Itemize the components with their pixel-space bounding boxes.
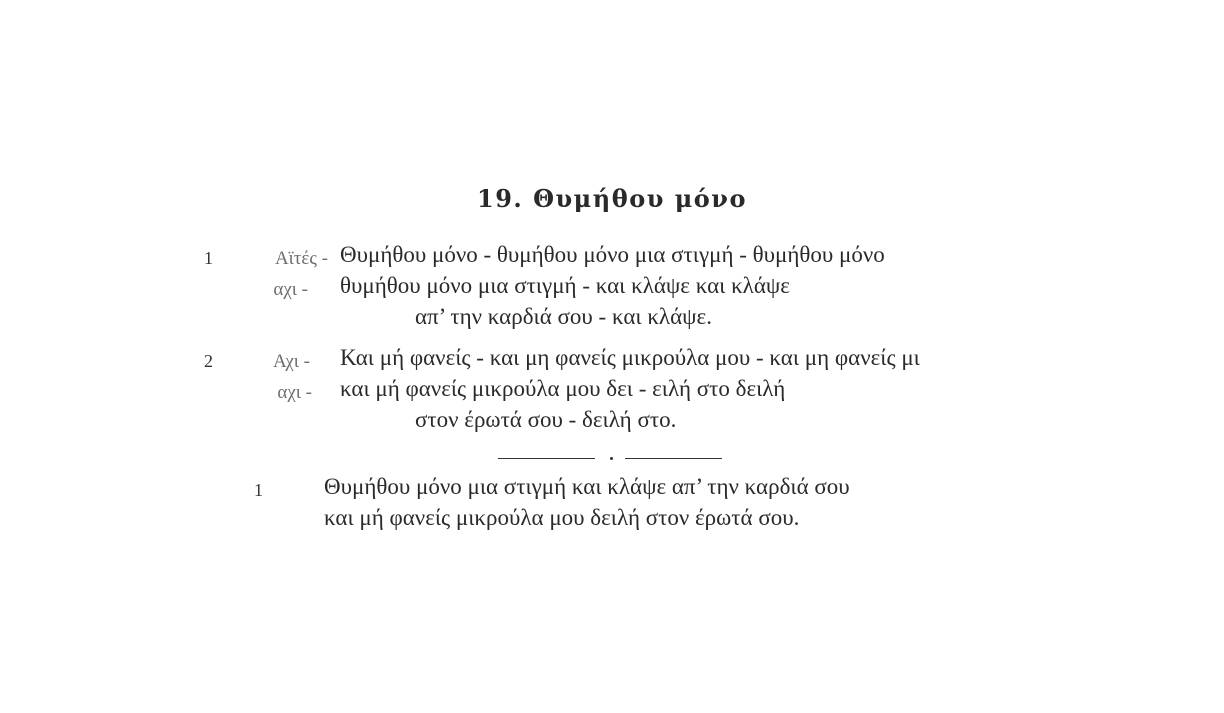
verse-line: Και μή φανείς - και μη φανείς μικρούλα μου - και μη φανείς μι bbox=[340, 345, 920, 370]
stanza-number: 2 bbox=[204, 351, 213, 371]
line-lead: αχι - bbox=[277, 382, 312, 403]
summary-line: και μή φανείς μικρούλα μου δειλή στον έρωτά σου. bbox=[324, 505, 800, 530]
summary-line: Θυμήθου μόνο μια στιγμή και κλάψε απ’ την καρδιά σου bbox=[324, 474, 850, 499]
line-lead: Αχι - bbox=[272, 351, 310, 372]
separator-rule-left bbox=[498, 458, 595, 459]
verse-line: στον έρωτά σου - δειλή στο. bbox=[415, 407, 677, 432]
separator-dot bbox=[610, 457, 613, 460]
stanza-number: 1 bbox=[204, 248, 213, 268]
separator-rule-right bbox=[625, 458, 722, 459]
verse-line: θυμήθου μόνο μια στιγμή - και κλάψε και κλάψε bbox=[340, 273, 790, 298]
song-title: 19. Θυμήθου μόνο bbox=[477, 184, 747, 213]
verse-line: Θυμήθου μόνο - θυμήθου μόνο μια στιγμή - θυμήθου μόνο bbox=[340, 242, 885, 267]
line-lead: Αϊτές - bbox=[274, 248, 328, 269]
summary-number: 1 bbox=[254, 480, 263, 500]
verse-line: απ’ την καρδιά σου - και κλάψε. bbox=[415, 304, 712, 329]
line-lead: αχι - bbox=[273, 279, 308, 300]
verse-line: και μή φανείς μικρούλα μου δει - ειλή στο δειλή bbox=[340, 376, 786, 401]
